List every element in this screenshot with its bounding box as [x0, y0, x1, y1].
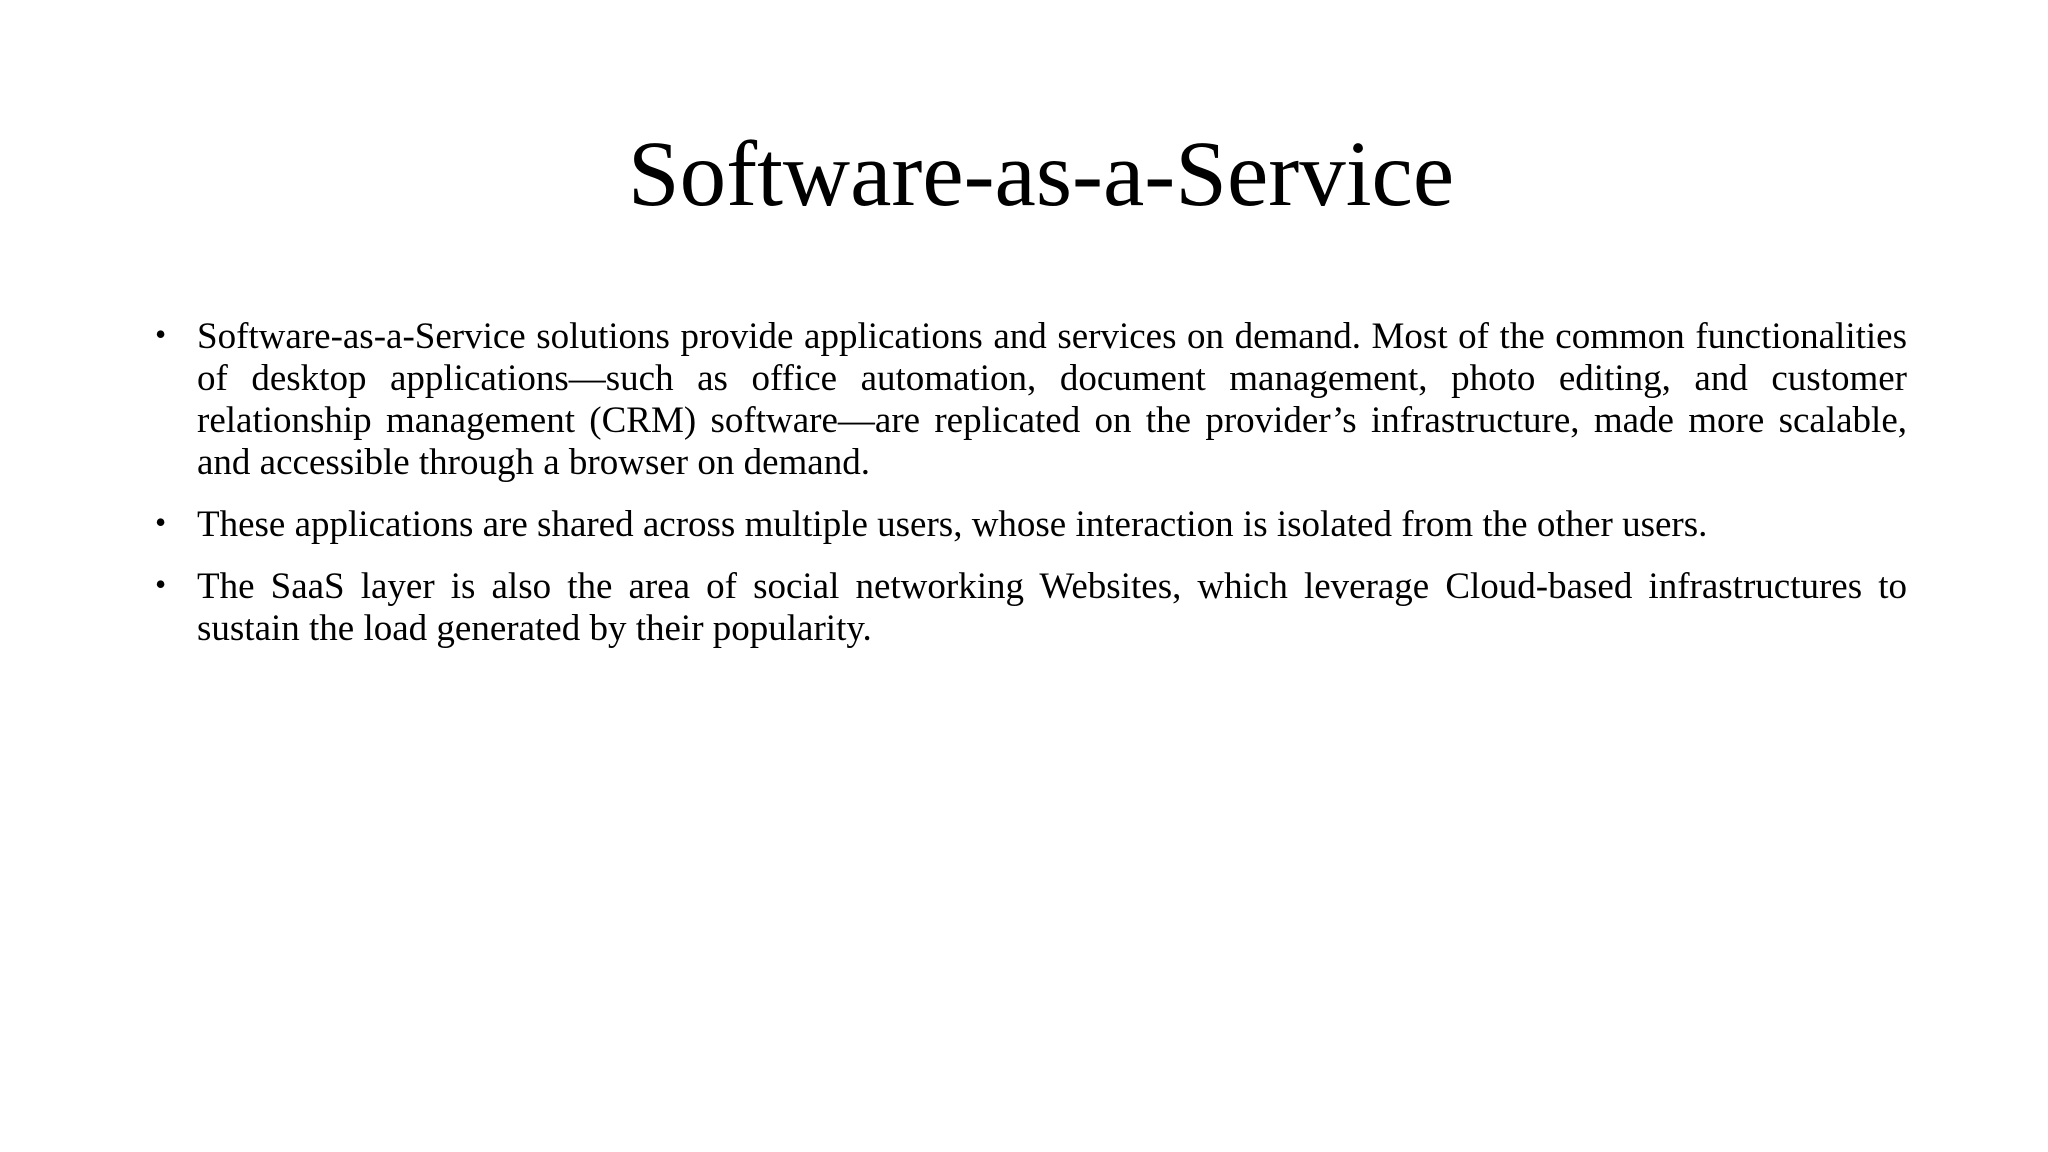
- slide-title: Software-as-a-Service: [627, 123, 1455, 226]
- bullet-item: [152, 566, 1907, 650]
- bullet-text: Software-as-a-Service solutions provide applications and services on demand. Most of the common functionalities of desktop applications—such as office automation, document management, photo editing, and customer relationship management (CRM) software—are replicated on the provider’s infrastructure, made more scalable, and accessible through a browser on demand.: [197, 316, 1907, 483]
- bullet-text: The SaaS layer is also the area of social networking Websites, which leverage Cloud-based infrastructures to sustain the load generated by their popularity.: [197, 566, 1907, 649]
- bullet-text: These applications are shared across multiple users, whose interaction is isolated from the other users.: [197, 504, 1708, 545]
- bullet-item: [152, 316, 1907, 484]
- bullet-dot-icon: •: [155, 504, 167, 540]
- bullet-item: [152, 504, 1907, 546]
- bullet-dot-icon: •: [155, 316, 167, 352]
- bullet-list: [152, 316, 1907, 670]
- bullet-dot-icon: •: [155, 566, 167, 602]
